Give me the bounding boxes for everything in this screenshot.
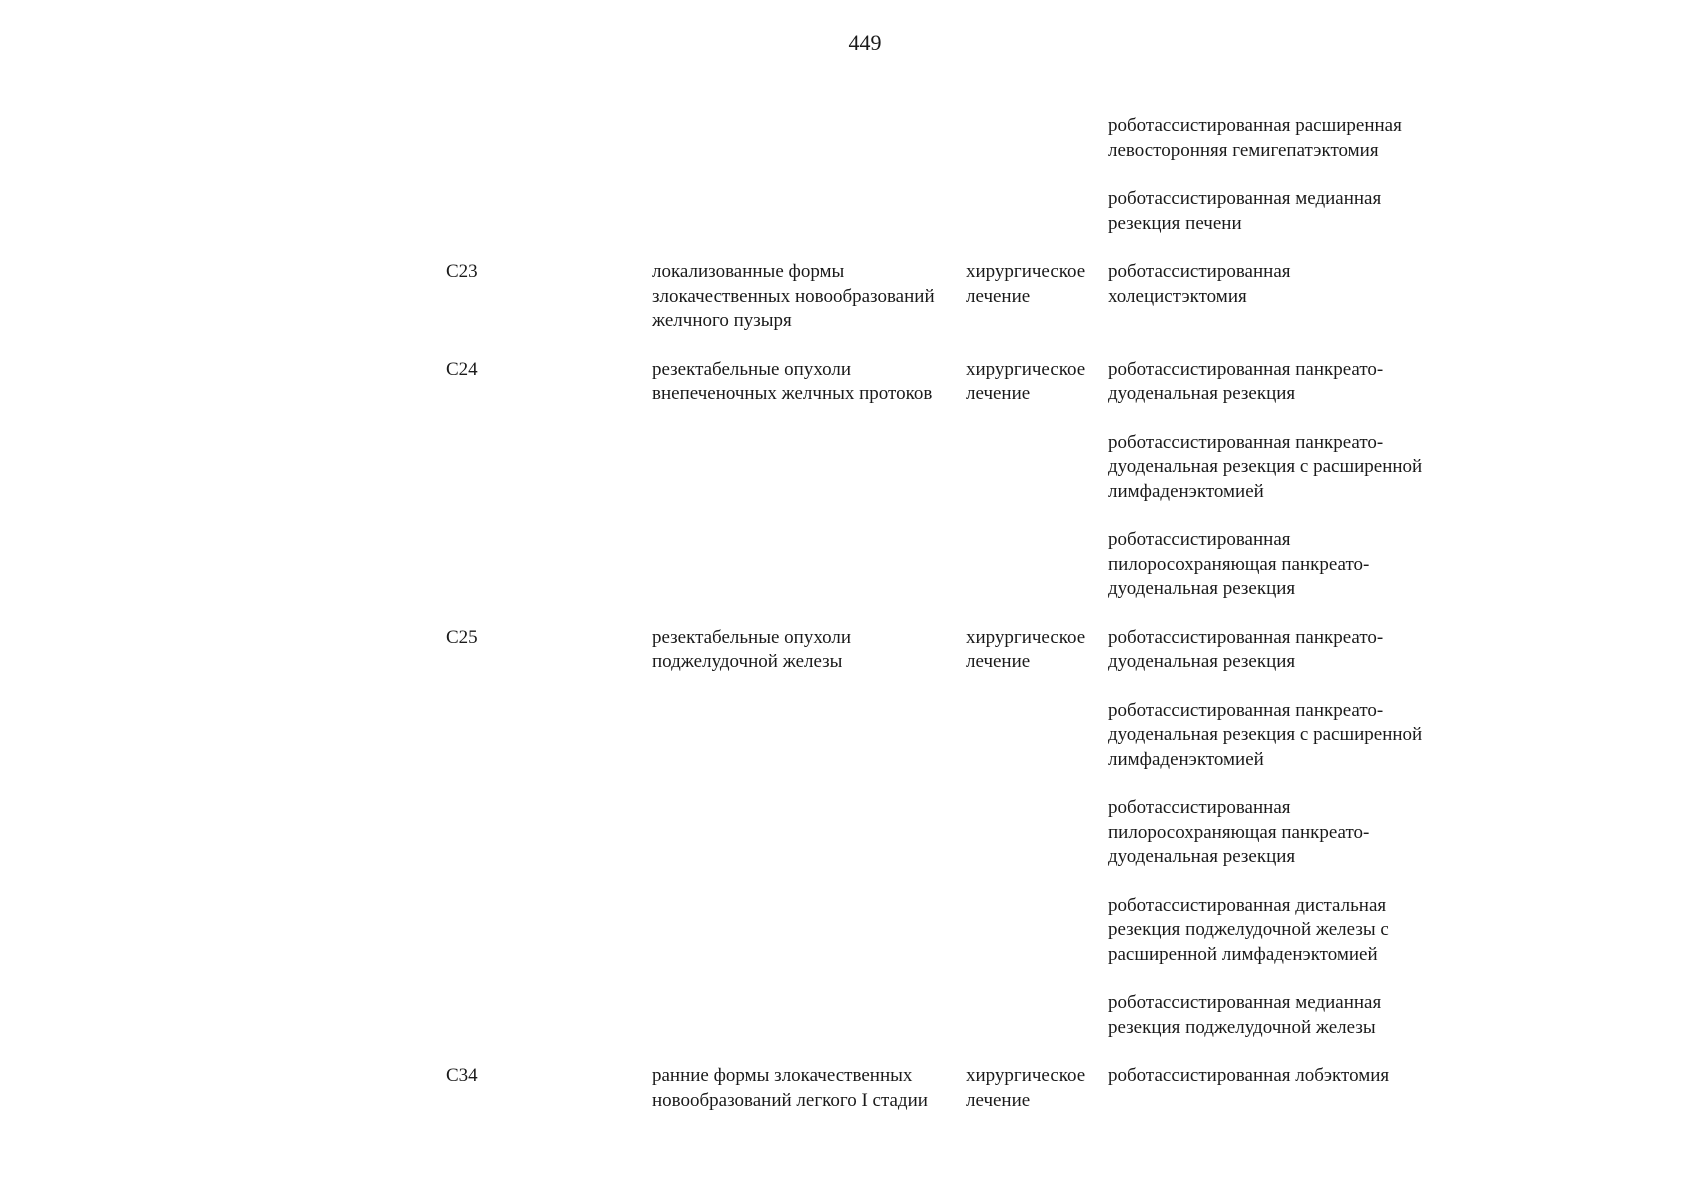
treatment-cell: хирургическое лечение — [966, 358, 1086, 404]
diagnosis-cell: резектабельные опухоли внепеченочных желчных протоков — [652, 358, 933, 404]
procedure-item: роботассистированная пилоросохраняющая панкреато- дуоденальная резекция — [1108, 529, 1370, 599]
procedure-item: роботассистированная пилоросохраняющая панкреато- дуоденальная резекция — [1108, 797, 1370, 867]
code-cell: C34 — [446, 1065, 478, 1086]
code-cell: C25 — [446, 626, 478, 648]
procedure-item: роботассистированная медианная резекция печени — [1108, 188, 1382, 234]
treatment-cell: хирургическое лечение — [966, 626, 1086, 672]
diagnosis-cell: резектабельные опухоли поджелудочной железы — [652, 626, 852, 672]
procedures-cell — [1108, 626, 1546, 1041]
code-cell: C23 — [446, 261, 478, 282]
procedure-item: роботассистированная панкреато- дуоденальная резекция с расширенной лимфаденэктомией — [1108, 699, 1423, 770]
diagnosis-cell: локализованные формы злокачественных новообразований желчного пузыря — [652, 261, 935, 331]
code-cell: C24 — [446, 358, 478, 380]
procedure-item: роботассистированная дистальная резекция поджелудочной железы с расширенной лимфаденэктомией — [1108, 894, 1389, 965]
procedure-item: роботассистированная лобэктомия — [1108, 1065, 1390, 1086]
procedures-cell — [1108, 260, 1546, 334]
treatment-cell — [966, 114, 1108, 236]
procedure-item: роботассистированная медианная резекция поджелудочной железы — [1108, 992, 1382, 1038]
table-row — [446, 626, 1546, 1041]
treatment-cell: хирургическое лечение — [966, 261, 1086, 307]
code-cell — [446, 114, 652, 236]
procedures-cell — [1108, 358, 1546, 602]
diagnosis-cell — [652, 114, 966, 236]
table-row — [446, 358, 1546, 602]
page-number: 449 — [848, 30, 882, 55]
procedure-item: роботассистированная расширенная левосторонняя гемигепатэктомия — [1108, 115, 1402, 161]
document-table — [446, 114, 1546, 1137]
table-row — [446, 1064, 1546, 1113]
treatment-cell: хирургическое лечение — [966, 1065, 1086, 1111]
procedures-cell — [1108, 114, 1546, 236]
procedure-item: роботассистированная холецистэктомия — [1108, 261, 1291, 307]
procedure-item: роботассистированная панкреато- дуоденальная резекция — [1108, 358, 1384, 404]
procedures-cell — [1108, 1064, 1546, 1113]
procedure-item: роботассистированная панкреато- дуоденальная резекция — [1108, 626, 1384, 672]
table-row — [446, 114, 1546, 236]
table-row — [446, 260, 1546, 334]
diagnosis-cell: ранние формы злокачественных новообразований легкого I стадии — [652, 1065, 928, 1111]
procedure-item: роботассистированная панкреато- дуоденальная резекция с расширенной лимфаденэктомией — [1108, 431, 1423, 502]
